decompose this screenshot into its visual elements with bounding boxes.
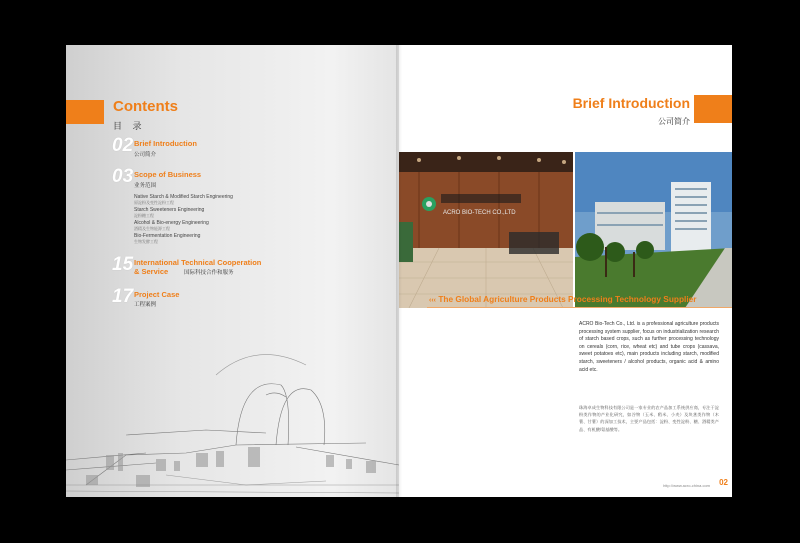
contents-subtitle: 目 录 <box>113 121 146 131</box>
toc-sub-item-cn: 生物发酵工程 <box>134 239 158 244</box>
toc-page-number: 02 <box>112 135 134 156</box>
intro-text-chinese: 珠海卓成生物科技有限公司是一家专业的农产品加工系统供应商，专注于淀粉类作物的产业化研究，如谷物（玉米、稻米、小麦）及块茎类作物（木薯、甘薯）的深加工技术，主要产品包括：淀粉、变性淀粉、糖、酒精类产品、有机酸/氨基酸等。 <box>579 405 719 432</box>
footer-url[interactable]: http://www.acro-china.com <box>663 483 710 488</box>
toc-title: Scope of Business <box>134 170 202 179</box>
toc-title-cn: 公司简介 <box>134 152 157 158</box>
toc-sub-item: Bio-Fermentation Engineering <box>134 233 201 239</box>
toc-sub-item: Native Starch & Modified Starch Engineering <box>134 194 233 200</box>
toc-sub-item: Starch Sweeteners Engineering <box>134 207 205 213</box>
toc-title: Brief Introduction <box>134 139 197 148</box>
lobby-sign-text: ACRO BIO-TECH CO.,LTD <box>443 210 516 216</box>
orange-accent-bar <box>66 100 104 124</box>
toc-sub-item: Alcohol & Bio-energy Engineering <box>134 220 209 226</box>
toc-title-cn: 国际科技合作和服务 <box>184 270 234 276</box>
tagline-divider <box>427 307 732 308</box>
toc-sub-item-cn: 淀粉糖工程 <box>134 213 154 218</box>
tagline-text: The Global Agriculture Products Processing Technology Supplier <box>438 294 697 304</box>
brief-introduction-subtitle: 公司简介 <box>658 117 690 126</box>
city-sketch-illustration <box>66 335 399 497</box>
toc-title-cn: 工程案例 <box>134 302 157 308</box>
toc-title: International Technical Cooperation <box>134 258 262 267</box>
brochure-spread <box>66 45 732 497</box>
toc-title-cn: 业务范围 <box>134 183 157 189</box>
toc-sub-item-cn: 原淀粉及变性淀粉工程 <box>134 200 174 205</box>
lobby-photo <box>399 152 573 308</box>
toc-page-number: 17 <box>112 286 134 307</box>
toc-page-number: 15 <box>112 254 134 275</box>
contents-title: Contents <box>113 98 178 115</box>
orange-accent-bar <box>694 95 732 123</box>
page-number: 02 <box>719 478 728 487</box>
toc-sub-item-cn: 酒精及生物能源工程 <box>134 226 170 231</box>
left-page <box>66 45 399 497</box>
right-page <box>399 45 732 497</box>
intro-text-english: ACRO Bio-Tech Co., Ltd. is a professional agriculture products processing system supplier, focus on industrialization research of starch based crops, such as further processing technology on cereals (corn, rice, wheat etc) and tube crops (cassava, sweet potatoes etc), main products including starch, modified starch, sweeteners / alcohol products, organic acid & amino acid etc. <box>579 321 719 373</box>
tagline <box>429 294 696 304</box>
toc-title: Project Case <box>134 290 180 299</box>
toc-page-number: 03 <box>112 166 134 187</box>
brief-introduction-title: Brief Introduction <box>572 95 690 111</box>
campus-photo <box>575 152 732 308</box>
chevron-left-icon: ‹‹‹ <box>429 297 436 304</box>
spine-shadow <box>396 45 402 497</box>
toc-title-line2: & Service <box>134 267 169 276</box>
